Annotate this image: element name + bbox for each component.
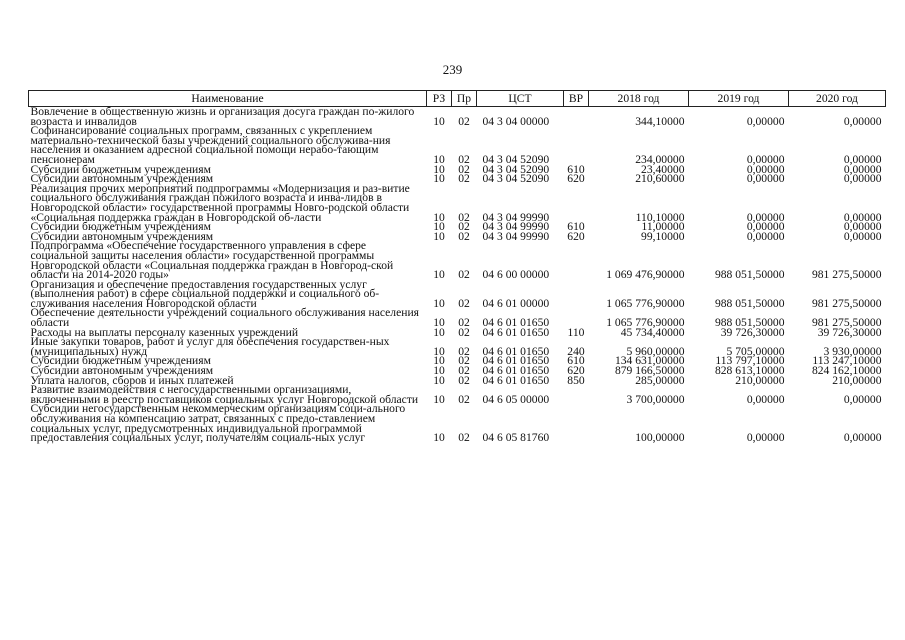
budget-table — [28, 90, 886, 443]
cell-2018: 1 065 776,90000 — [606, 296, 685, 310]
cell-rz: 10 — [433, 431, 445, 445]
cell-2019: 988 051,50000 — [714, 316, 785, 330]
cell-name: Субсидии негосударственным некоммерческим организациям соци-ального обслуживания на компенсацию затрат, связанных с предо-ставлением социальных услуг, предусмотренных индивидуальной программой предоставления социальных услуг, получателям социаль-ных услуг — [30, 402, 406, 445]
cell-2020: 0,00000 — [843, 229, 882, 243]
cell-pr: 02 — [458, 172, 470, 186]
cell-rz: 10 — [433, 229, 445, 243]
cell-2019: 988 051,50000 — [714, 268, 785, 282]
table-row — [29, 280, 886, 309]
cell-pr: 02 — [458, 344, 470, 358]
cell-2018: 879 166,50000 — [614, 364, 685, 378]
page-number: 239 — [442, 62, 463, 77]
cell-2018: 1 069 476,90000 — [606, 268, 685, 282]
cell-2018: 5 960,00000 — [626, 344, 685, 358]
cell-cst: 04 6 05 81760 — [482, 431, 550, 445]
cell-2019: 0,00000 — [746, 114, 785, 128]
cell-2020: 210,00000 — [832, 373, 882, 387]
cell-2019: 39 726,30000 — [720, 325, 785, 339]
cell-rz: 10 — [433, 220, 445, 234]
cell-name: Софинансирование социальных программ, связанных с укреплением материально-технической базы учреждений социального обслужива-ния населения и оказанием адресной социальной помощи нерабо-тающим пенсионерам — [30, 124, 391, 166]
table-row — [29, 241, 886, 279]
cell-cst: 04 3 04 99990 — [482, 229, 550, 243]
column-header-cst: ЦСТ — [477, 91, 564, 107]
cell-2020: 981 275,50000 — [811, 296, 882, 310]
cell-pr: 02 — [458, 373, 470, 387]
cell-2019: 210,00000 — [735, 373, 785, 387]
cell-2018: 23,40000 — [641, 162, 685, 176]
cell-2018: 210,60000 — [635, 172, 685, 186]
cell-2020: 824 162,10000 — [811, 364, 882, 378]
cell-2020: 113 247,10000 — [812, 354, 882, 368]
cell-cst: 04 3 04 00000 — [482, 114, 550, 128]
cell-cst: 04 3 04 99990 — [482, 220, 550, 234]
cell-2019: 113 797,10000 — [715, 354, 785, 368]
column-header-rz: РЗ — [427, 91, 452, 107]
cell-pr: 02 — [458, 210, 470, 224]
cell-name: Уплата налогов, сборов и иных платежей — [30, 373, 234, 387]
cell-name: Иные закупки товаров, работ и услуг для обеспечения государствен-ных (муниципальных) нужд — [30, 335, 390, 358]
cell-name: Обеспечение деятельности учреждений социального обслуживания населения области — [30, 306, 419, 330]
cell-2019: 988 051,50000 — [714, 296, 785, 310]
cell-rz: 10 — [433, 354, 445, 368]
table-row — [29, 126, 886, 164]
cell-cst: 04 6 01 01650 — [482, 325, 550, 339]
column-header-2019: 2019 год — [689, 91, 789, 107]
cell-cst: 04 6 01 01650 — [482, 373, 550, 387]
cell-name: Реализация прочих мероприятий подпрограммы «Модернизация и раз-витие социального обслуживания граждан пожилого возраста и инва-лидов в Новгородской области» государственной программы Новго-родской области «Социальная поддержка граждан в Новгородской об-ласти — [30, 181, 410, 224]
cell-cst: 04 3 04 52090 — [482, 162, 550, 176]
cell-vr — [564, 241, 589, 279]
cell-2019: 0,00000 — [746, 152, 785, 166]
cell-2018: 45 734,40000 — [620, 325, 685, 339]
cell-name: Подпрограмма «Обеспечение государственного управления в сфере социальной защиты населения области» государственной программы Новгородской области «Социальная поддержка граждан в Новгород-ской области на 2014-2020 годы» — [30, 239, 394, 282]
cell-rz: 10 — [433, 172, 445, 186]
cell-pr: 02 — [458, 392, 470, 406]
cell-pr: 02 — [458, 296, 470, 310]
cell-vr: 610 — [567, 220, 585, 234]
cell-2018: 344,10000 — [635, 114, 685, 128]
table-row — [29, 308, 886, 327]
cell-rz: 10 — [433, 296, 445, 310]
cell-2019: 0,00000 — [746, 172, 785, 186]
cell-2020: 0,00000 — [843, 431, 882, 445]
cell-2019: 0,00000 — [746, 162, 785, 176]
cell-2020: 0,00000 — [843, 172, 882, 186]
cell-name: Субсидии автономным учреждениям — [30, 172, 214, 186]
cell-cst: 04 6 01 01650 — [482, 316, 550, 330]
cell-pr: 02 — [458, 354, 470, 368]
cell-2019: 0,00000 — [746, 392, 785, 406]
cell-rz: 10 — [433, 392, 445, 406]
cell-2018: 100,00000 — [635, 431, 685, 445]
cell-2019: 0,00000 — [746, 210, 785, 224]
cell-pr: 02 — [458, 268, 470, 282]
cell-name: Вовлечение в общественную жизнь и организация досуга граждан по-жилого возраста и инвалидов — [30, 105, 415, 128]
cell-2018: 110,10000 — [635, 210, 685, 224]
cell-rz: 10 — [433, 268, 445, 282]
cell-pr: 02 — [458, 152, 470, 166]
cell-cst: 04 3 04 99990 — [482, 210, 550, 224]
cell-rz: 10 — [433, 373, 445, 387]
cell-name: Субсидии автономным учреждениям — [30, 364, 214, 378]
column-header-vr: ВР — [564, 91, 589, 107]
cell-vr: 610 — [567, 354, 585, 368]
cell-rz: 10 — [433, 344, 445, 358]
cell-name: Организация и обеспечение предоставления государственных услуг (выполнения работ) в сфере социальной поддержки и социального об-служивания населения Новгородской области — [30, 277, 380, 310]
cell-vr — [564, 385, 589, 404]
cell-2018: 134 631,00000 — [614, 354, 685, 368]
cell-2020: 0,00000 — [843, 114, 882, 128]
cell-vr: 620 — [567, 172, 585, 186]
cell-name: Субсидии бюджетным учреждениям — [30, 162, 211, 176]
cell-pr: 02 — [458, 325, 470, 339]
table-row — [29, 184, 886, 222]
cell-cst: 04 6 01 00000 — [482, 296, 550, 310]
cell-2018: 1 065 776,90000 — [606, 316, 685, 330]
cell-rz: 10 — [433, 325, 445, 339]
cell-vr: 620 — [567, 229, 585, 243]
column-header-pr: Пр — [452, 91, 477, 107]
column-header-2018: 2018 год — [589, 91, 689, 107]
cell-name: Субсидии автономным учреждениям — [30, 229, 214, 243]
cell-name: Субсидии бюджетным учреждениям — [30, 220, 211, 234]
cell-cst: 04 6 01 01650 — [482, 354, 550, 368]
cell-pr: 02 — [458, 220, 470, 234]
cell-2018: 3 700,00000 — [626, 392, 685, 406]
cell-pr: 02 — [458, 316, 470, 330]
cell-pr: 02 — [458, 364, 470, 378]
cell-2018: 285,00000 — [635, 373, 685, 387]
cell-2020: 0,00000 — [843, 392, 882, 406]
cell-pr: 02 — [458, 114, 470, 128]
cell-vr: 620 — [567, 364, 585, 378]
cell-2020: 0,00000 — [843, 152, 882, 166]
cell-2020: 981 275,50000 — [811, 268, 882, 282]
column-header-name: Наименование — [29, 91, 427, 107]
cell-cst: 04 6 01 01650 — [482, 344, 550, 358]
table-row — [29, 404, 886, 442]
cell-vr — [564, 126, 589, 164]
cell-rz: 10 — [433, 210, 445, 224]
cell-rz: 10 — [433, 152, 445, 166]
cell-rz: 10 — [433, 162, 445, 176]
cell-2018: 11,00000 — [641, 220, 685, 234]
cell-2020: 981 275,50000 — [811, 316, 882, 330]
cell-rz: 10 — [433, 316, 445, 330]
cell-2020: 0,00000 — [843, 210, 882, 224]
cell-vr — [564, 404, 589, 442]
cell-vr: 110 — [567, 325, 585, 339]
cell-vr — [564, 308, 589, 327]
cell-pr: 02 — [458, 162, 470, 176]
cell-2018: 234,00000 — [635, 152, 685, 166]
cell-2020: 0,00000 — [843, 162, 882, 176]
cell-2020: 0,00000 — [843, 220, 882, 234]
cell-name: Субсидии бюджетным учреждениям — [30, 354, 211, 368]
cell-cst: 04 3 04 52090 — [482, 152, 550, 166]
cell-2020: 39 726,30000 — [817, 325, 882, 339]
cell-pr: 02 — [458, 431, 470, 445]
cell-vr: 240 — [567, 344, 585, 358]
column-header-2020: 2020 год — [789, 91, 886, 107]
cell-2019: 0,00000 — [746, 220, 785, 234]
cell-pr: 02 — [458, 229, 470, 243]
cell-cst: 04 6 05 00000 — [482, 392, 550, 406]
cell-name: Расходы на выплаты персоналу казенных учреждений — [30, 325, 299, 339]
cell-2019: 5 705,00000 — [726, 344, 785, 358]
cell-vr — [564, 184, 589, 222]
cell-2019: 0,00000 — [746, 229, 785, 243]
cell-cst: 04 6 01 01650 — [482, 364, 550, 378]
cell-2018: 99,10000 — [641, 229, 685, 243]
cell-name: Развитие взаимодействия с негосударственными организациями, включенными в реестр поставщиков социальных услуг Новгородской области — [30, 383, 419, 406]
cell-cst: 04 3 04 52090 — [482, 172, 550, 186]
cell-2019: 828 613,10000 — [714, 364, 785, 378]
cell-vr: 850 — [567, 373, 585, 387]
cell-2019: 0,00000 — [746, 431, 785, 445]
cell-vr — [564, 107, 589, 127]
cell-rz: 10 — [433, 364, 445, 378]
cell-cst: 04 6 00 00000 — [482, 268, 550, 282]
cell-vr — [564, 280, 589, 309]
cell-vr: 610 — [567, 162, 585, 176]
cell-2020: 3 930,00000 — [823, 344, 882, 358]
cell-rz: 10 — [433, 114, 445, 128]
